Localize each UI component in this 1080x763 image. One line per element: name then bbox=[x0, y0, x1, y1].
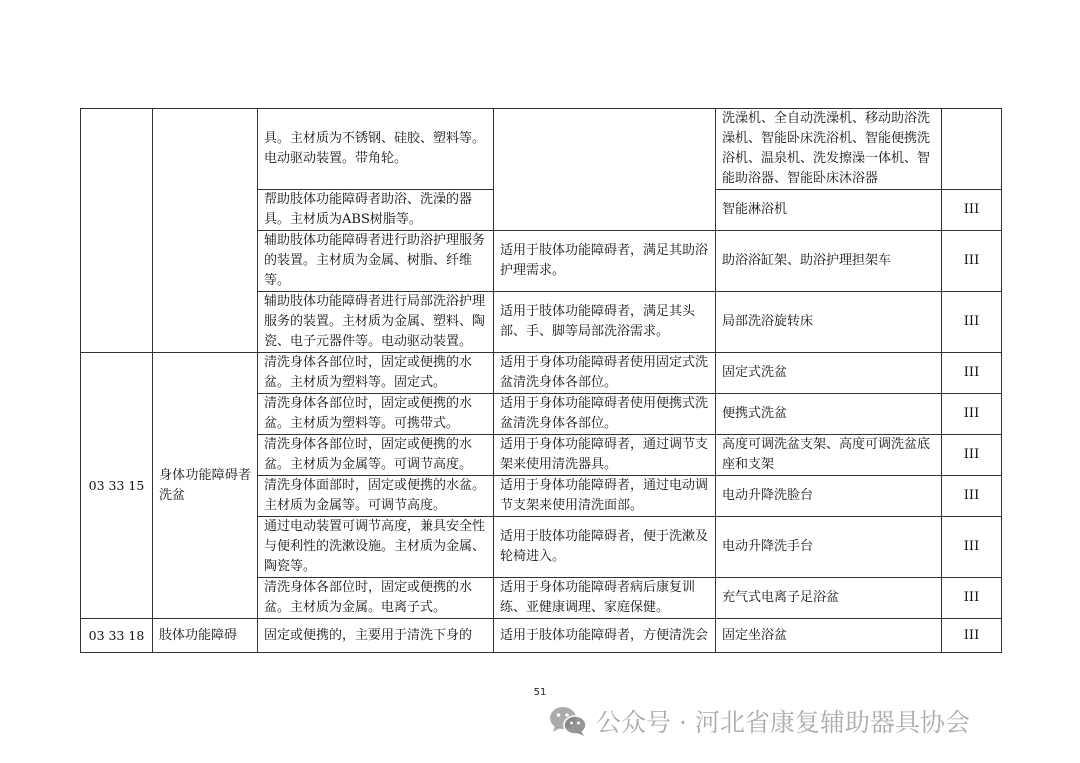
usage-cell: 适用于身体功能障碍者使用固定式洗盆清洗身体各部位。 bbox=[494, 353, 716, 394]
description-cell: 清洗身体面部时，固定或便携的水盆。主材质为金属等。可调节高度。 bbox=[258, 476, 494, 517]
usage-cell: 适用于身体功能障碍者使用便携式洗盆清洗身体各部位。 bbox=[494, 394, 716, 435]
name-cell: 肢体功能障碍 bbox=[153, 619, 258, 653]
class-cell bbox=[942, 109, 1002, 190]
description-cell: 清洗身体各部位时，固定或便携的水盆。主材质为塑料等。可携带式。 bbox=[258, 394, 494, 435]
page-number: 51 bbox=[533, 687, 547, 698]
class-cell: III bbox=[942, 231, 1002, 292]
usage-cell bbox=[494, 109, 716, 231]
catalog-table bbox=[80, 108, 1002, 653]
usage-cell: 适用于肢体功能障碍者，满足其助浴护理需求。 bbox=[494, 231, 716, 292]
code-cell: 03 33 15 bbox=[81, 353, 153, 619]
usage-cell: 适用于肢体功能障碍者，满足其头部、手、脚等局部洗浴需求。 bbox=[494, 292, 716, 353]
name-cell bbox=[153, 109, 258, 353]
class-cell: III bbox=[942, 353, 1002, 394]
description-cell: 具。主材质为不锈钢、硅胶、塑料等。电动驱动装置。带角轮。 bbox=[258, 109, 494, 190]
code-cell bbox=[81, 109, 153, 353]
wechat-icon bbox=[548, 704, 588, 738]
description-cell: 清洗身体各部位时，固定或便携的水盆。主材质为金属。电离子式。 bbox=[258, 578, 494, 619]
products-cell: 高度可调洗盆支架、高度可调洗盆底座和支架 bbox=[716, 435, 942, 476]
table-row bbox=[81, 353, 1002, 394]
description-cell: 辅助肢体功能障碍者进行局部洗浴护理服务的装置。主材质为金属、塑料、陶瓷、电子元器件等。电动驱动装置。 bbox=[258, 292, 494, 353]
usage-cell: 适用于身体功能障碍者，通过调节支架来使用清洗器具。 bbox=[494, 435, 716, 476]
products-cell: 充气式电离子足浴盆 bbox=[716, 578, 942, 619]
class-cell: III bbox=[942, 394, 1002, 435]
usage-cell: 适用于身体功能障碍者病后康复训练、亚健康调理、家庭保健。 bbox=[494, 578, 716, 619]
products-cell: 电动升降洗手台 bbox=[716, 517, 942, 578]
class-cell: III bbox=[942, 435, 1002, 476]
usage-cell: 适用于身体功能障碍者，通过电动调节支架来使用清洗面部。 bbox=[494, 476, 716, 517]
class-cell: III bbox=[942, 517, 1002, 578]
name-cell: 身体功能障碍者洗盆 bbox=[153, 353, 258, 619]
products-cell: 便携式洗盆 bbox=[716, 394, 942, 435]
products-cell: 助浴浴缸架、助浴护理担架车 bbox=[716, 231, 942, 292]
watermark-text: 公众号 · 河北省康复辅助器具协会 bbox=[596, 708, 970, 737]
products-cell: 局部洗浴旋转床 bbox=[716, 292, 942, 353]
code-cell: 03 33 18 bbox=[81, 619, 153, 653]
description-cell: 通过电动装置可调节高度，兼具安全性与便利性的洗漱设施。主材质为金属、陶瓷等。 bbox=[258, 517, 494, 578]
description-cell: 帮助肢体功能障碍者助浴、洗澡的器具。主材质为ABS树脂等。 bbox=[258, 190, 494, 231]
class-cell: III bbox=[942, 619, 1002, 653]
class-cell: III bbox=[942, 578, 1002, 619]
products-cell: 固定坐浴盆 bbox=[716, 619, 942, 653]
class-cell: III bbox=[942, 476, 1002, 517]
table-row bbox=[81, 619, 1002, 653]
description-cell: 清洗身体各部位时，固定或便携的水盆。主材质为金属等。可调节高度。 bbox=[258, 435, 494, 476]
products-cell: 固定式洗盆 bbox=[716, 353, 942, 394]
class-cell: III bbox=[942, 190, 1002, 231]
description-cell: 清洗身体各部位时，固定或便携的水盆。主材质为塑料等。固定式。 bbox=[258, 353, 494, 394]
watermark bbox=[548, 703, 970, 739]
products-cell: 洗澡机、全自动洗澡机、移动助浴洗澡机、智能卧床洗浴机、智能便携洗浴机、温泉机、洗发擦澡一体机、智能助浴器、智能卧床沐浴器 bbox=[716, 109, 942, 190]
description-cell: 辅助肢体功能障碍者进行助浴护理服务的装置。主材质为金属、树脂、纤维等。 bbox=[258, 231, 494, 292]
class-cell: III bbox=[942, 292, 1002, 353]
products-cell: 智能淋浴机 bbox=[716, 190, 942, 231]
description-cell: 固定或便携的，主要用于清洗下身的 bbox=[258, 619, 494, 653]
usage-cell: 适用于肢体功能障碍者，便于洗漱及轮椅进入。 bbox=[494, 517, 716, 578]
usage-cell: 适用于肢体功能障碍者，方便清洗会 bbox=[494, 619, 716, 653]
products-cell: 电动升降洗脸台 bbox=[716, 476, 942, 517]
table-row bbox=[81, 109, 1002, 190]
